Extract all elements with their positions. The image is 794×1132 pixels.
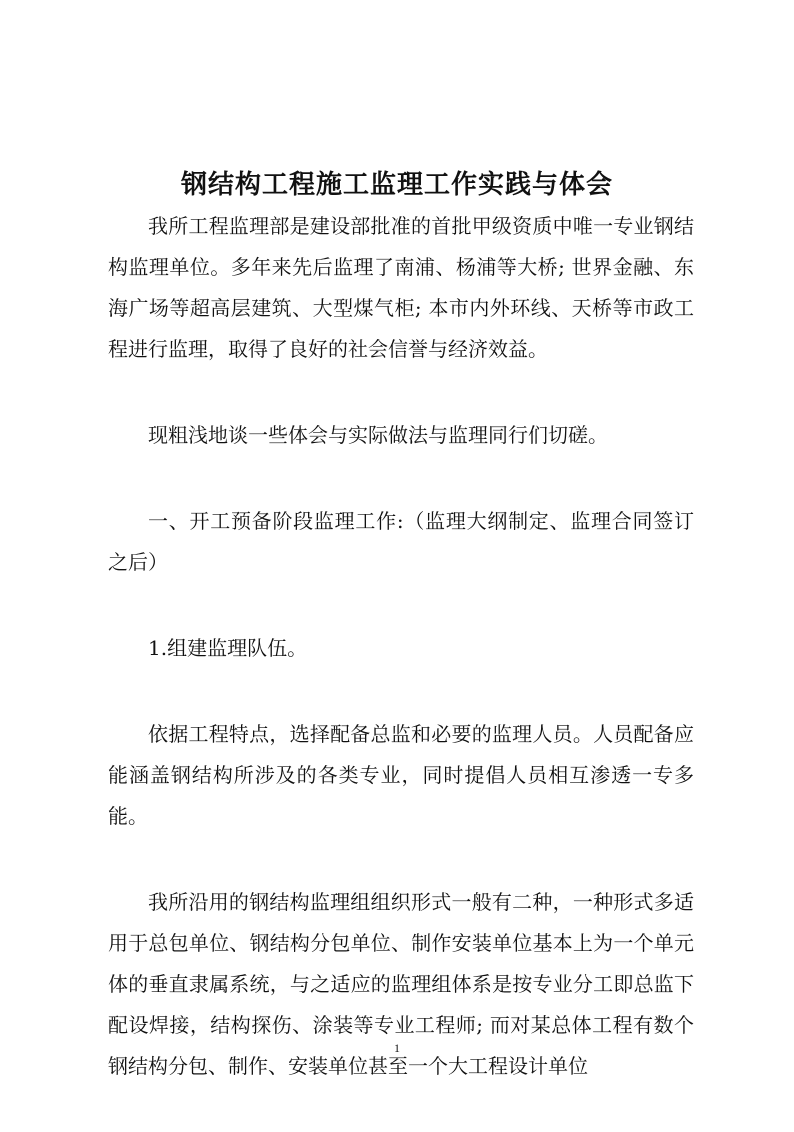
document-title: 钢结构工程施工监理工作实践与体会 [180, 170, 613, 201]
paragraph-organization: 我所沿用的钢结构监理组组织形式一般有二种，一种形式多适用于总包单位、钢结构分包单位、制作安装单位基本上为一个单元体的垂直隶属系统，与之适应的监理组体系是按专业分工即总监下配设焊接，结构探伤、涂装等专业工程师; 而对某总体工程有数个钢结构分包、制作、安装单位甚至一个大工程设计单位 [108, 890, 694, 1078]
document-body [108, 206, 694, 1132]
page-number: 1 [394, 1041, 400, 1055]
subsection-heading-team: 1.组建监理队伍。 [148, 636, 308, 660]
paragraph-discussion: 现粗浅地谈一些体会与实际做法与监理同行们切磋。 [148, 423, 608, 447]
section-heading-preparation: 一、开工预备阶段监理工作:（监理大纲制定、监理合同签订之后） [108, 509, 694, 574]
paragraph-intro: 我所工程监理部是建设部批准的首批甲级资质中唯一专业钢结构监理单位。多年来先后监理了南浦、杨浦等大桥; 世界金融、东海广场等超高层建筑、大型煤气柜; 本市内外环线、天桥等市政工程进行监理，取得了良好的社会信誉与经济效益。 [108, 214, 694, 361]
paragraph-staffing: 依据工程特点，选择配备总监和必要的监理人员。人员配备应能涵盖钢结构所涉及的各类专业，同时提倡人员相互渗透一专多能。 [108, 722, 694, 828]
